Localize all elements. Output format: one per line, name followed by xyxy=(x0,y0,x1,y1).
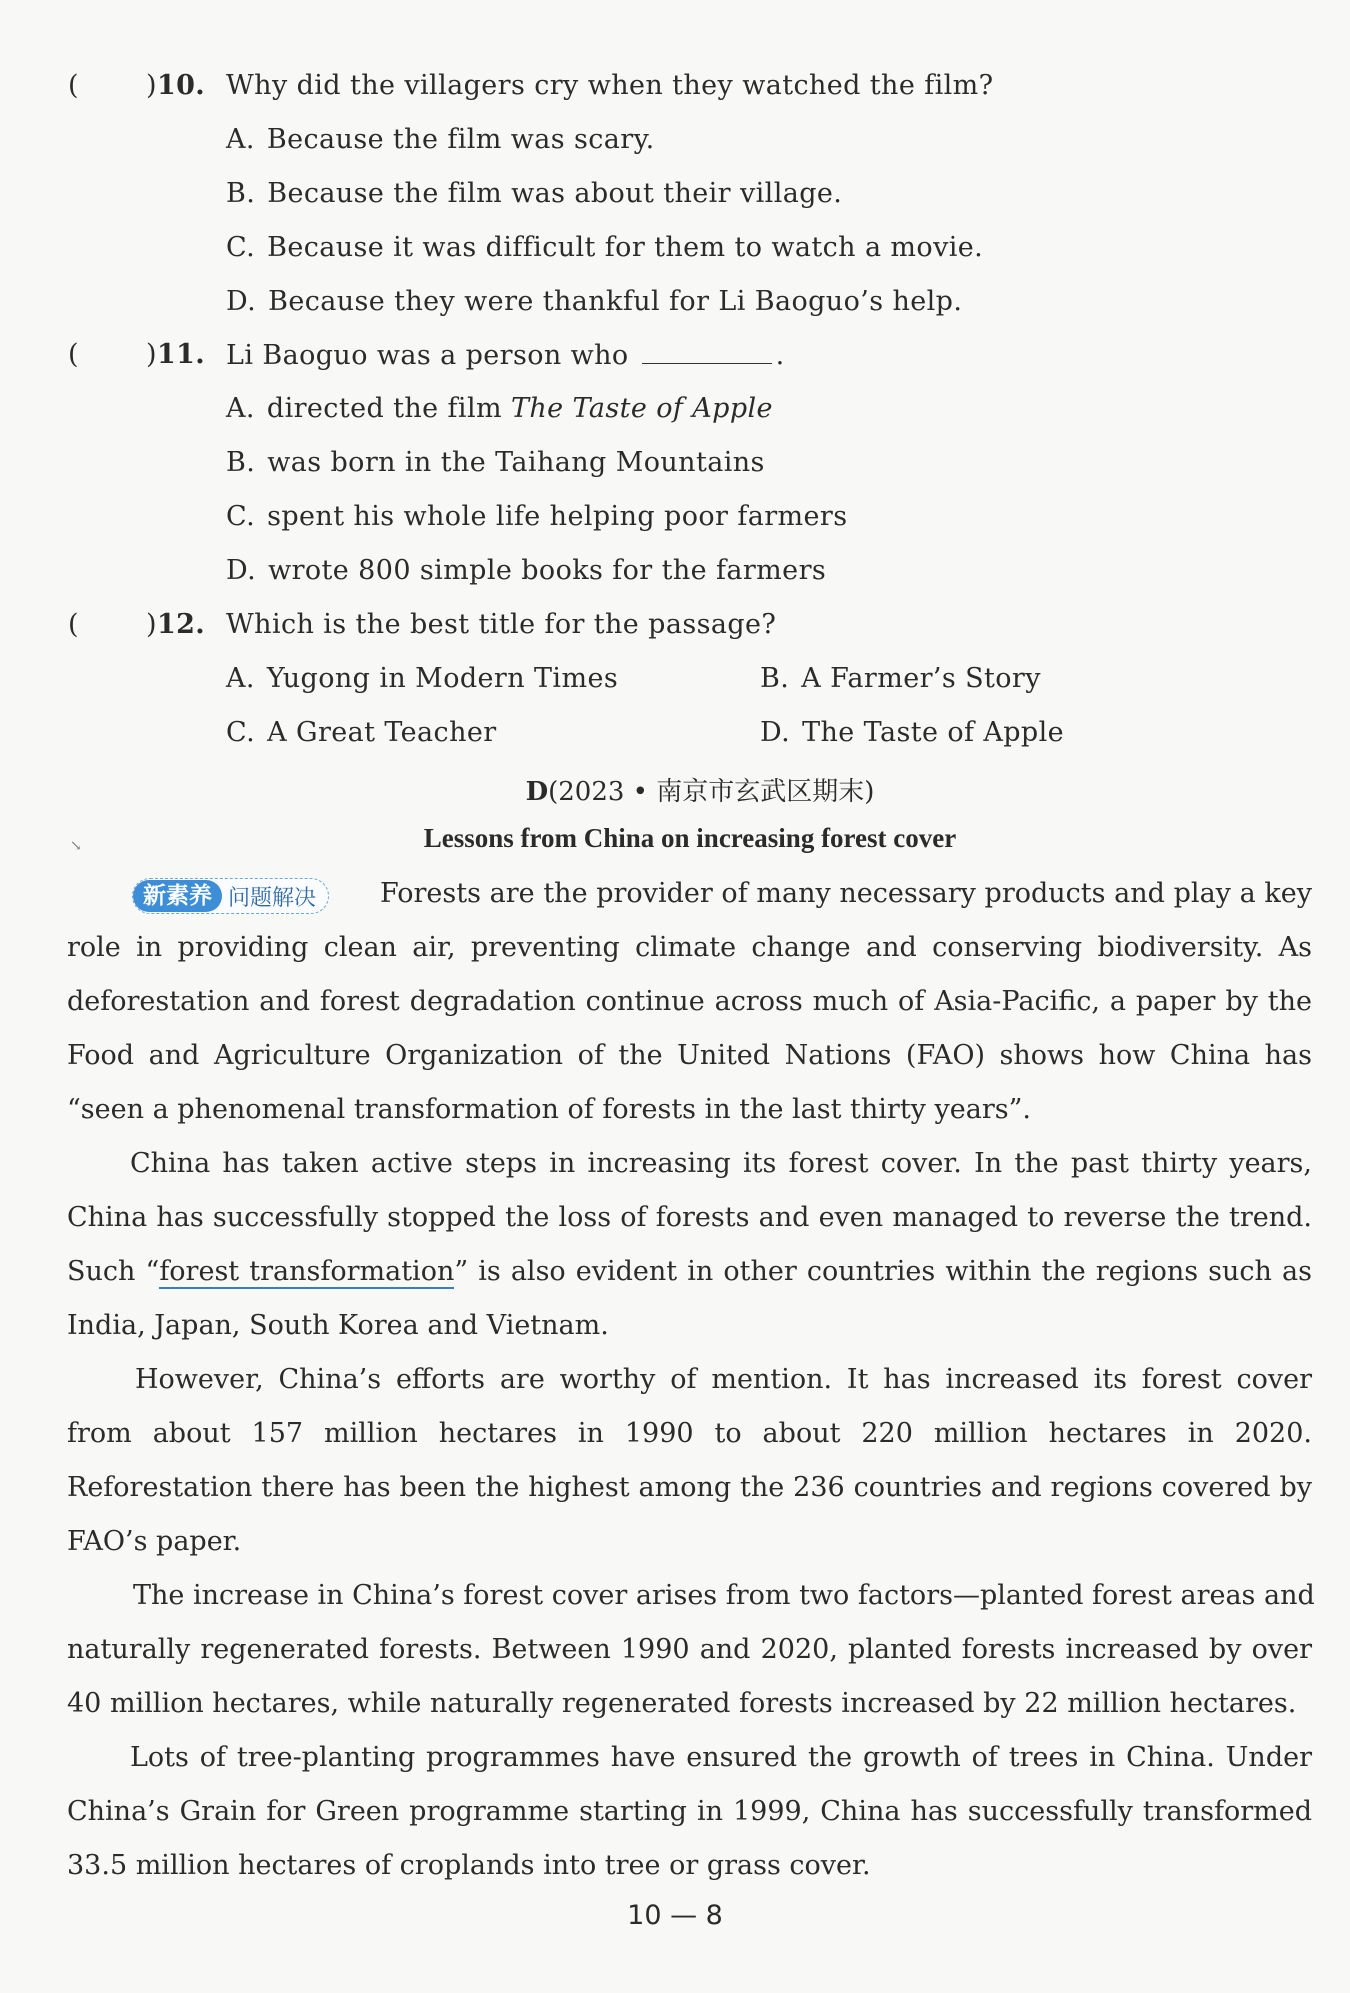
option-12-b: B. A Farmer’s Story xyxy=(760,663,1041,694)
page-number: 10 — 8 xyxy=(627,1900,723,1931)
passage-line: Reforestation there has been the highest among the 236 countries and regions covered by xyxy=(67,1472,1312,1503)
passage-line: naturally regenerated forests. Between 1990 and 2020, planted forests increased by over xyxy=(67,1634,1312,1665)
passage-line: China has successfully stopped the loss of forests and even managed to reverse the trend. xyxy=(67,1202,1312,1233)
tag-primary: 新素养 xyxy=(133,880,222,912)
question-stem: Li Baoguo was a person who . xyxy=(226,340,785,371)
passage-line: role in providing clean air, preventing climate change and conserving biodiversity. As xyxy=(67,932,1312,963)
question-number: )11. xyxy=(146,339,206,370)
passage-line: 33.5 million hectares of croplands into tree or grass cover. xyxy=(67,1850,871,1881)
skill-tag xyxy=(132,878,329,914)
passage-line: India, Japan, South Korea and Vietnam. xyxy=(67,1310,609,1341)
underlined-term: forest transformation xyxy=(159,1256,455,1287)
question-stem: Why did the villagers cry when they watched the film? xyxy=(226,70,994,101)
question-number: )12. xyxy=(146,609,206,640)
option-12-d: D. The Taste of Apple xyxy=(760,717,1065,748)
passage-line: FAO’s paper. xyxy=(67,1526,242,1557)
passage-line: China has taken active steps in increasing its forest cover. In the past thirty years, xyxy=(130,1148,1312,1179)
option-10-d: D. Because they were thankful for Li Baoguo’s help. xyxy=(226,286,963,317)
passage-line: “seen a phenomenal transformation of forests in the last thirty years”. xyxy=(67,1094,1031,1125)
question-number: )10. xyxy=(146,70,206,101)
option-11-a: A. directed the film The Taste of Apple xyxy=(226,393,773,424)
option-11-c: C. spent his whole life helping poor farmers xyxy=(226,501,848,532)
answer-paren: ( xyxy=(68,339,79,370)
passage-line: However, China’s efforts are worthy of mention. It has increased its forest cover xyxy=(135,1364,1312,1395)
option-11-b: B. was born in the Taihang Mountains xyxy=(226,447,765,478)
passage-line: Food and Agriculture Organization of the United Nations (FAO) shows how China has xyxy=(67,1040,1312,1071)
passage-line: Lots of tree-planting programmes have ensured the growth of trees in China. Under xyxy=(130,1742,1312,1773)
passage-line: China’s Grain for Green programme starting in 1999, China has successfully transformed xyxy=(67,1796,1312,1827)
scan-mark: ↘ xyxy=(70,838,82,854)
option-10-a: A. Because the film was scary. xyxy=(226,124,655,155)
answer-paren: ( xyxy=(68,70,79,101)
tag-secondary: 问题解决 xyxy=(228,885,317,911)
option-12-c: C. A Great Teacher xyxy=(226,717,497,748)
question-stem: Which is the best title for the passage? xyxy=(226,609,777,640)
option-10-c: C. Because it was difficult for them to watch a movie. xyxy=(226,232,984,263)
option-11-d: D. wrote 800 simple books for the farmers xyxy=(226,555,827,586)
passage-line: 40 million hectares, while naturally regenerated forests increased by 22 million hectares. xyxy=(67,1688,1297,1719)
passage-line: Forests are the provider of many necessary products and play a key xyxy=(380,878,1312,909)
passage-line: Such “forest transformation” is also evident in other countries within the regions such as xyxy=(67,1256,1312,1287)
option-12-a: A. Yugong in Modern Times xyxy=(226,663,619,694)
passage-line: from about 157 million hectares in 1990 to about 220 million hectares in 2020. xyxy=(67,1418,1312,1449)
answer-paren: ( xyxy=(68,609,79,640)
answer-blank[interactable] xyxy=(642,339,772,364)
option-10-b: B. Because the film was about their village. xyxy=(226,178,843,209)
passage-line: The increase in China’s forest cover arises from two factors—planted forest areas and xyxy=(133,1580,1315,1611)
passage-title: Lessons from China on increasing forest cover xyxy=(423,823,957,853)
section-heading: D(2023 • 南京市玄武区期末) xyxy=(525,777,875,807)
passage-line: deforestation and forest degradation continue across much of Asia-Pacific, a paper by the xyxy=(67,986,1312,1017)
